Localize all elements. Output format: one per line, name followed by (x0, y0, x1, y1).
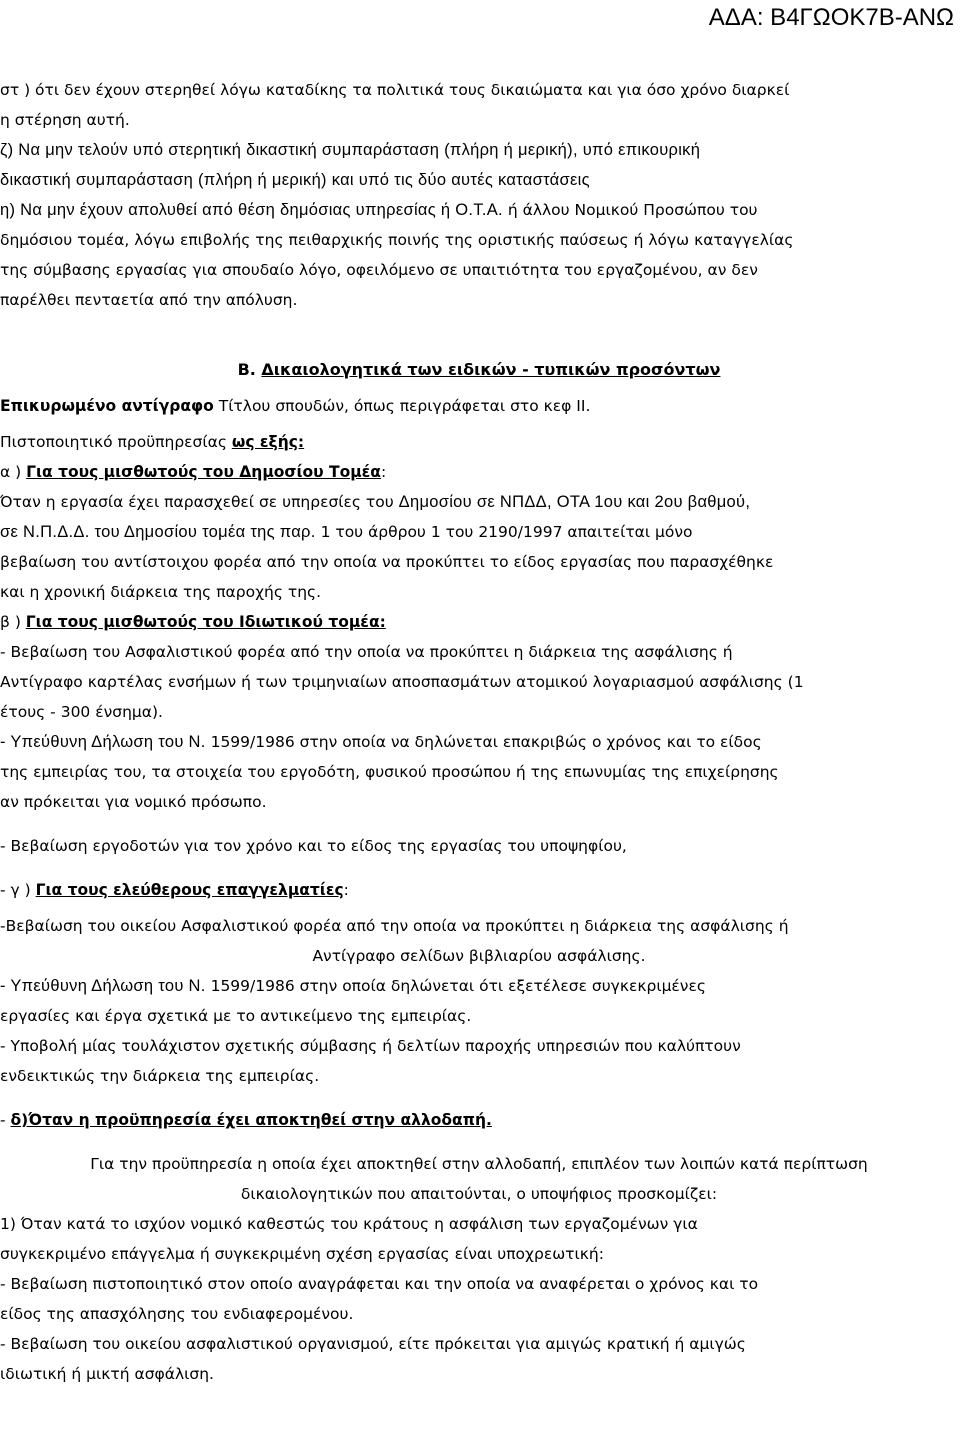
paragraph-line (0, 391, 958, 421)
paragraph-line (0, 875, 958, 905)
text-span: 1599/1986 στην οποία να δηλώνεται επακριβώς ο χρόνος και το είδος (205, 733, 762, 751)
paragraph-line: δικαιολογητικών που απαιτούνται, ο υποψήφιος προσκομίζει: (240, 1185, 718, 1203)
text-span: - Υπεύθυνη Δήλωση του Ν. (0, 733, 206, 751)
paragraph-line: της σύμβασης εργασίας για σπουδαίο λόγο, οφειλόμενο σε υπαιτιότητα του εργαζομένου, αν δεν (0, 261, 758, 279)
paragraph-line: - Υποβολή μίας τουλάχιστον σχετικής σύμβασης ή δελτίων παροχής υπηρεσιών που καλύπτουν (0, 1037, 741, 1055)
section-heading (0, 355, 958, 385)
paragraph-line (0, 487, 958, 517)
paragraph-line: βεβαίωση του αντίστοιχου φορέα από την οποία να προκύπτει το είδος εργασίας που παρασχέθηκε (0, 553, 774, 571)
text-span: β ) (0, 613, 26, 631)
paragraph-line: - Βεβαίωση εργοδοτών για τον χρόνο και το είδος της εργασίας του υποψηφίου, (0, 837, 627, 855)
paragraph-line: ενδεικτικώς την διάρκεια της εμπειρίας. (0, 1067, 320, 1085)
paragraph-line (0, 607, 958, 637)
text-span: 1 του άρθρου 1 του 2190/1997 απαιτείται μόνο (315, 523, 693, 541)
paragraph-line (0, 1105, 958, 1135)
text-span: Όταν η εργασία έχει παρασχεθεί σε υπηρεσίες του (0, 493, 399, 511)
text-span: Για τους μισθωτούς του Ιδιωτικού τομέα: (25, 613, 386, 631)
text-span: Για τους ελεύθερους επαγγελματίες (35, 881, 344, 899)
text-span: α ) (0, 463, 27, 481)
paragraph-line: 1) Όταν κατά το ισχύον νομικό καθεστώς του κράτους η ασφάλιση των εργαζομένων για (0, 1215, 698, 1233)
paragraph-line (0, 195, 958, 225)
paragraph-line: αν πρόκειται για νομικό πρόσωπο. (0, 793, 267, 811)
ada-code: ΑΔΑ: Β4ΓΩΟΚ7Β-ΑΝΩ (708, 4, 954, 31)
paragraph-line: δικαστική συμπαράσταση (πλήρη ή μερική) και υπό τις δύο αυτές καταστάσεις (0, 171, 590, 189)
text-span: η) Να μην έχουν απολυθεί από θέση δημόσιας υπηρεσίας ή Ο.Τ.Α. (0, 201, 503, 219)
document-body (0, 75, 958, 1389)
text-span: - γ ) (0, 881, 36, 899)
paragraph-line (0, 457, 958, 487)
paragraph-line: Αντίγραφο σελίδων βιβλιαρίου ασφάλισης. (312, 947, 646, 965)
paragraph-line: ιδιωτική ή μικτή ασφάλιση. (0, 1365, 214, 1383)
paragraph-line: δημόσιου τομέα, λόγω επιβολής της πειθαρχικής ποινής της οριστικής παύσεως ή λόγω καταγγελίας (0, 231, 794, 249)
section-title: Δικαιολογητικά των ειδικών - τυπικών προσόντων (261, 360, 721, 379)
paragraph-line: έτους - 300 ένσημα). (0, 703, 163, 721)
paragraph-line: Αντίγραφο καρτέλας ενσήμων ή των τριμηνιαίων αποσπασμάτων ατομικού λογαριασμού ασφάλισης (1 (0, 673, 804, 691)
paragraph-line: - Βεβαίωση του οικείου ασφαλιστικού οργανισμού, είτε πρόκειται για αμιγώς κρατική ή αμιγώς (0, 1335, 746, 1353)
paragraph-line: - Βεβαίωση του Ασφαλιστικού φορέα από την οποία να προκύπτει η διάρκεια της ασφάλισης ή (0, 643, 733, 661)
text-span: : (343, 881, 349, 899)
paragraph-line (0, 727, 958, 757)
text-span: ως εξής: (231, 433, 305, 451)
text-span: - (0, 1111, 11, 1129)
paragraph-line: -Βεβαίωση του οικείου Ασφαλιστικού φορέα από την οποία να προκύπτει η διάρκεια της ασφάλισης ή (0, 917, 789, 935)
section-prefix: Β. (237, 360, 262, 379)
text-span: - Υπεύθυνη Δήλωση του Ν. (0, 977, 206, 995)
text-span: Τίτλου σπουδών, όπως περιγράφεται στο κεφ ΙΙ. (213, 397, 591, 415)
paragraph-line (0, 517, 958, 547)
paragraph-line: είδος της απασχόλησης του ενδιαφερομένου. (0, 1305, 354, 1323)
paragraph-line: εργασίες και έργα σχετικά με το αντικείμενο της εμπειρίας. (0, 1007, 472, 1025)
paragraph-line: παρέλθει πενταετία από την απόλυση. (0, 291, 298, 309)
paragraph-line: Για την προϋπηρεσία η οποία έχει αποκτηθεί στην αλλοδαπή, επιπλέον των λοιπών κατά περίπτωση (90, 1155, 868, 1173)
text-span: ή άλλου Νομικού Προσώπου του (502, 201, 758, 219)
paragraph-line: η στέρηση αυτή. (0, 111, 130, 129)
text-span: δ)Όταν η προϋπηρεσία έχει αποκτηθεί στην αλλοδαπή. (10, 1111, 492, 1129)
text-span: σε Ν.Π.Δ.Δ. του Δημοσίου τομέα της παρ. (0, 523, 316, 541)
paragraph-line: στ ) ότι δεν έχουν στερηθεί λόγω καταδίκης τα πολιτικά τους δικαιώματα και για όσο χρόνο διαρκεί (0, 81, 790, 99)
text-span: 1599/1986 στην οποία δηλώνεται ότι εξετέλεσε συγκεκριμένες (205, 977, 706, 995)
paragraph-line: της εμπειρίας του, τα στοιχεία του εργοδότη, φυσικού προσώπου ή της επωνυμίας της επιχείρησης (0, 763, 779, 781)
paragraph-line (0, 971, 958, 1001)
paragraph-line (0, 427, 958, 457)
text-span: Για τους μισθωτούς του Δημοσίου Τομέα (26, 463, 381, 481)
text-span: Επικυρωμένο αντίγραφο (0, 397, 214, 415)
paragraph-line: - Βεβαίωση πιστοποιητικό στον οποίο αναγράφεται και την οποία να αναφέρεται ο χρόνος και το (0, 1275, 759, 1293)
text-span: : (380, 463, 387, 481)
paragraph-line: και η χρονική διάρκεια της παροχής της. (0, 583, 322, 601)
text-span: Πιστοποιητικό προϋπηρεσίας (0, 433, 232, 451)
text-span: Δημοσίου σε ΝΠΔΔ, ΟΤΑ 1ου και 2ου βαθμού, (398, 493, 751, 511)
paragraph-line: συγκεκριμένο επάγγελμα ή συγκεκριμένη σχέση εργασίας είναι υποχρεωτική: (0, 1245, 604, 1263)
paragraph-line: ζ) Να μην τελούν υπό στερητική δικαστική συμπαράσταση (πλήρη ή μερική), υπό επικουρική (0, 141, 701, 159)
